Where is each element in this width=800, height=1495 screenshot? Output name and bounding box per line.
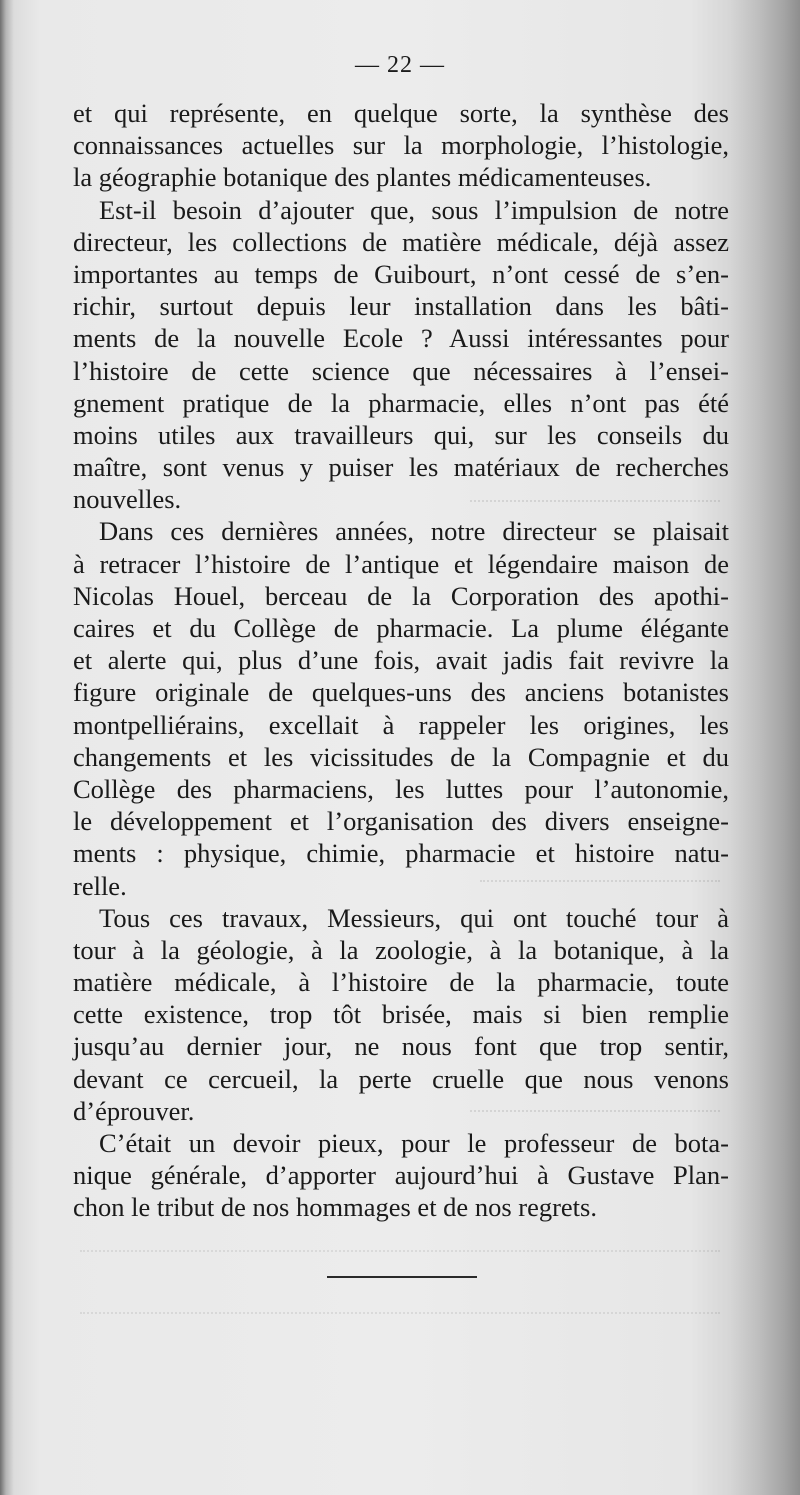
text-line: richir, surtout depuis leur installation dans les bâti-	[73, 291, 729, 322]
text-line: ments : physique, chimie, pharmacie et histoire natu-	[73, 838, 729, 869]
text-line: figure originale de quelques-uns des anciens botanistes	[73, 677, 729, 708]
text-line: Dans ces dernières années, notre directeur se plaisait	[99, 516, 729, 547]
text-line: et qui représente, en quelque sorte, la synthèse des	[73, 98, 729, 128]
text-line: et alerte qui, plus d’une fois, avait jadis fait revivre la	[73, 645, 729, 676]
text-line: le développement et l’organisation des divers enseigne-	[73, 806, 729, 837]
text-line: changements et les vicissitudes de la Compagnie et du	[73, 741, 729, 772]
text-line: relle.	[73, 870, 127, 901]
text-line: nique générale, d’apporter aujourd’hui à Gustave Plan-	[73, 1160, 729, 1191]
body-text	[73, 97, 729, 1224]
text-line: gnement pratique de la pharmacie, elles n’ont pas été	[73, 387, 729, 418]
text-line: Tous ces travaux, Messieurs, qui ont touché tour à	[99, 902, 729, 933]
text-line: caires et du Collège de pharmacie. La plume élégante	[73, 613, 729, 643]
page-number: — 22 —	[355, 52, 445, 78]
show-through-texture	[80, 1250, 720, 1314]
paragraph	[73, 515, 729, 901]
text-line: à retracer l’histoire de l’antique et légendaire maison de	[73, 548, 729, 579]
text-line: Nicolas Houel, berceau de la Corporation des apothi-	[73, 580, 729, 611]
text-line: C’était un devoir pieux, pour le professeur de bota-	[99, 1128, 729, 1158]
closing-rule	[327, 1276, 477, 1278]
text-line: ments de la nouvelle Ecole ? Aussi intéressantes pour	[73, 323, 729, 354]
text-line: connaissances actuelles sur la morphologie, l’histologie,	[73, 130, 729, 161]
text-line: montpelliérains, excellait à rappeler les origines, les	[73, 709, 729, 740]
text-line: moins utiles aux travailleurs qui, sur les conseils du	[73, 419, 729, 450]
text-line: matière médicale, à l’histoire de la pharmacie, toute	[73, 967, 729, 998]
text-line: d’éprouver.	[73, 1095, 195, 1126]
text-line: Collège des pharmaciens, les luttes pour l’autonomie,	[73, 773, 729, 804]
text-line: l’histoire de cette science que nécessaires à l’ensei-	[73, 355, 729, 386]
text-line: jusqu’au dernier jour, ne nous font que trop sentir,	[73, 1031, 729, 1062]
text-line: maître, sont venus y puiser les matériaux de recherches	[73, 452, 729, 483]
text-line: cette existence, trop tôt brisée, mais si bien remplie	[73, 999, 729, 1030]
paragraph	[73, 1127, 729, 1224]
text-line: nouvelles.	[73, 484, 182, 515]
text-line: devant ce cercueil, la perte cruelle que nous venons	[73, 1063, 729, 1094]
text-line: chon le tribut de nos hommages et de nos regrets.	[73, 1192, 597, 1223]
text-line: Est-il besoin d’ajouter que, sous l’impulsion de notre	[99, 194, 729, 225]
paragraph	[73, 902, 729, 1127]
text-line: importantes au temps de Guibourt, n’ont cessé de s’en-	[73, 258, 729, 289]
text-line: tour à la géologie, à la zoologie, à la botanique, à la	[73, 934, 729, 965]
text-line: directeur, les collections de matière médicale, déjà assez	[73, 226, 729, 257]
paragraph	[73, 194, 729, 516]
paragraph	[73, 97, 729, 194]
text-line: la géographie botanique des plantes médicamenteuses.	[73, 162, 652, 193]
